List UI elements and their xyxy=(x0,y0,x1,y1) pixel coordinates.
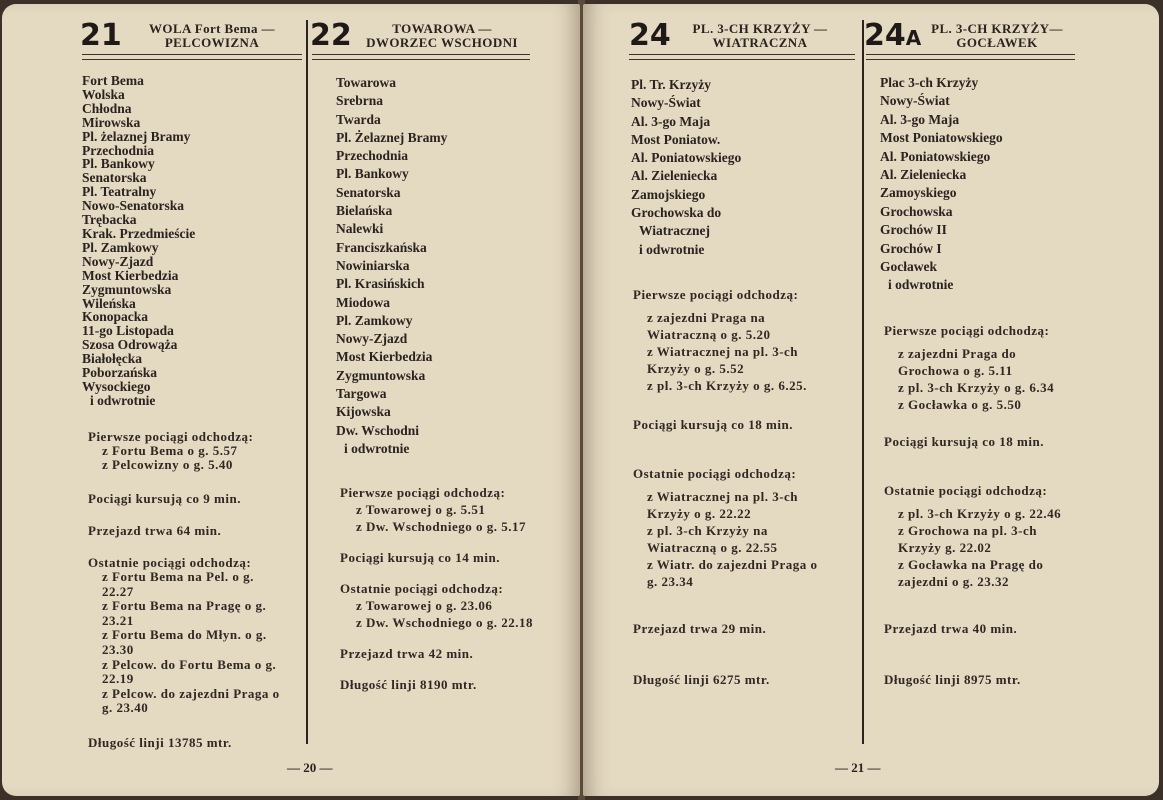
line-24-header xyxy=(583,18,861,60)
stop-item: Nowy-Świat xyxy=(631,95,701,111)
first-train: z Pelcowizny o g. 5.40 xyxy=(102,457,233,472)
stop-item: Wysockiego xyxy=(82,378,151,394)
last-train: z Fortu Bema na Pragę o g. 23.21 xyxy=(102,598,267,628)
frequency-text: Pociągi kursują co 18 min. xyxy=(884,434,1044,449)
stop-item: Szosa Odrowąża xyxy=(82,337,178,353)
header-rule xyxy=(82,59,302,60)
frequency-text: Pociągi kursują co 18 min. xyxy=(633,417,793,432)
last-train: z Fortu Bema na Pel. o g. 22.27 xyxy=(102,569,254,599)
stop-item: Grochowska xyxy=(880,203,953,219)
page-number: — 20 — xyxy=(287,760,333,775)
first-trains-heading: Pierwsze pociągi odchodzą: xyxy=(633,287,799,302)
stop-item: Chłodna xyxy=(82,100,132,116)
stop-item: Grochów I xyxy=(880,240,942,256)
line-24a-column xyxy=(864,4,1159,796)
line-title xyxy=(350,22,534,50)
stop-item: Nowiniarska xyxy=(336,257,410,273)
line-21-info xyxy=(88,430,294,750)
return-note: i odwrotnie xyxy=(90,392,156,408)
title-line-2: GOCŁAWEK xyxy=(956,35,1038,50)
last-train: z Wiatracznej na pl. 3-ch Krzyży o g. 22.22 xyxy=(647,489,799,521)
stop-item: Poborzańska xyxy=(82,365,158,381)
stop-item: Pl. Bankowy xyxy=(82,156,155,172)
line-length: Długość linji 13785 mtr. xyxy=(88,734,232,750)
title-line-1: TOWAROWA — xyxy=(392,21,492,36)
last-train: z Gocławka na Pragę do zajezdni o g. 23.32 xyxy=(898,557,1044,589)
first-train: z Dw. Wschodniego o g. 5.17 xyxy=(356,519,526,534)
stop-item: Zygmuntowska xyxy=(82,281,172,297)
first-trains-heading: Pierwsze pociągi odchodzą: xyxy=(884,323,1050,338)
stop-item: Białołęcka xyxy=(82,351,142,367)
last-train: z Dw. Wschodniego o g. 22.18 xyxy=(356,615,533,630)
line-number-suffix: A xyxy=(905,26,922,50)
stop-item: Al. Zieleniecka xyxy=(631,168,718,184)
first-train: z Wiatracznej na pl. 3-ch Krzyży o g. 5.52 xyxy=(647,344,799,376)
last-trains-heading: Ostatnie pociągi odchodzą: xyxy=(633,466,797,481)
header-rule xyxy=(866,59,1075,60)
line-24-column xyxy=(583,4,861,796)
frequency-text: Pociągi kursują co 9 min. xyxy=(88,491,241,506)
line-number: 22 xyxy=(310,18,352,53)
line-21-header xyxy=(2,18,306,60)
last-train: z Pelcow. do zajezdni Praga o g. 23.40 xyxy=(102,685,280,716)
return-note: i odwrotnie xyxy=(888,277,954,293)
title-line-2: PELCOWIZNA xyxy=(164,35,260,50)
stop-item: Pl. Zamkowy xyxy=(82,239,159,255)
stop-item: Konopacka xyxy=(82,309,149,325)
title-line-1: PL. 3-CH KRZYŻY — xyxy=(692,21,828,36)
line-21-column xyxy=(2,4,306,796)
duration-text: Przejazd trwa 42 min. xyxy=(340,646,474,661)
stop-item: Pl. Zamkowy xyxy=(336,312,413,328)
line-22-info xyxy=(340,484,536,693)
first-train: z Fortu Bema o g. 5.57 xyxy=(102,443,238,458)
stop-item: Most Kierbedzia xyxy=(82,267,179,283)
last-trains-heading: Ostatnie pociągi odchodzą: xyxy=(340,581,504,596)
line-22-header xyxy=(308,18,580,60)
line-22-column xyxy=(308,4,580,796)
stop-item: Pl. Bankowy xyxy=(336,166,409,182)
stop-item: Krak. Przedmieście xyxy=(82,225,196,241)
first-trains-heading: Pierwsze pociągi odchodzą: xyxy=(340,485,506,500)
stop-item: Kijowska xyxy=(336,404,391,420)
stop-item: Plac 3-ch Krzyży xyxy=(880,75,979,90)
duration-text: Przejazd trwa 29 min. xyxy=(633,621,767,636)
stop-item: Trębacka xyxy=(82,212,137,228)
stop-list xyxy=(631,76,741,259)
stop-item: Towarowa xyxy=(336,75,397,90)
title-line-1: WOLA Fort Bema — xyxy=(149,21,275,36)
stop-item: Dw. Wschodni xyxy=(336,422,420,438)
stop-item: Most Kierbedzia xyxy=(336,349,433,365)
header-rule xyxy=(629,59,855,60)
left-page xyxy=(2,4,580,796)
return-note: i odwrotnie xyxy=(344,440,410,456)
first-train: z zajezdni Praga na Wiatraczną o g. 5.20 xyxy=(647,310,771,342)
page-number: — 21 — xyxy=(835,760,881,775)
stop-item: Most Poniatowskiego xyxy=(880,130,1003,146)
last-trains-heading: Ostatnie pociągi odchodzą: xyxy=(88,555,252,570)
first-train: z pl. 3-ch Krzyży o g. 6.34 xyxy=(898,380,1055,395)
last-train: z pl. 3-ch Krzyży na Wiatraczną o g. 22.55 xyxy=(647,523,778,555)
header-rule xyxy=(312,59,530,60)
line-length: Długość linji 8190 mtr. xyxy=(340,677,477,692)
first-train: z Towarowej o g. 5.51 xyxy=(356,502,486,517)
stop-item: Gocławek xyxy=(880,259,937,275)
last-train: z Wiatr. do zajezdni Praga o g. 23.34 xyxy=(647,557,818,589)
line-24a-header xyxy=(864,18,1159,60)
stop-item: Targowa xyxy=(336,386,387,402)
last-trains-heading: Ostatnie pociągi odchodzą: xyxy=(884,483,1048,498)
stop-item: Al. 3-go Maja xyxy=(880,111,960,127)
stop-item: Franciszkańska xyxy=(336,239,427,255)
line-length: Długość linji 6275 mtr. xyxy=(633,672,770,687)
stop-list xyxy=(336,74,447,458)
stop-item: Pl. żelaznej Bramy xyxy=(82,128,191,144)
stop-item: Pl. Krasińskich xyxy=(336,276,425,292)
right-page xyxy=(583,4,1159,796)
stop-item: Al. 3-go Maja xyxy=(631,113,711,129)
stop-item: Al. Poniatowskiego xyxy=(631,150,742,166)
first-train: z Gocławka o g. 5.50 xyxy=(898,397,1022,412)
frequency-text: Pociągi kursują co 14 min. xyxy=(340,550,500,565)
line-title xyxy=(922,22,1072,50)
first-trains-heading: Pierwsze pociągi odchodzą: xyxy=(88,429,254,444)
stop-item: Fort Bema xyxy=(82,73,144,88)
last-train: z Fortu Bema do Młyn. o g. 23.30 xyxy=(102,627,267,657)
line-number-digits: 24 xyxy=(864,18,906,53)
header-rule xyxy=(866,54,1075,55)
line-number: 24 xyxy=(629,18,671,53)
stop-item: Przechodnia xyxy=(336,148,408,164)
last-train: z Towarowej o g. 23.06 xyxy=(356,598,493,613)
stop-item: Al. Zieleniecka xyxy=(880,167,967,183)
stop-item: 11-go Listopada xyxy=(82,323,174,339)
stop-item: Srebrna xyxy=(336,93,384,109)
stop-item: Senatorska xyxy=(336,184,401,200)
stop-item: Nowy-Zjazd xyxy=(82,253,154,269)
stop-item: Pl. Teatralny xyxy=(82,184,157,200)
stop-item: Mirowska xyxy=(82,114,141,130)
line-title xyxy=(675,22,845,50)
stop-item: Wiatracznej xyxy=(639,223,710,239)
stop-item: Grochów II xyxy=(880,222,947,238)
stop-item: Most Poniatow. xyxy=(631,131,721,147)
stop-item: Nalewki xyxy=(336,221,384,237)
line-number: 21 xyxy=(80,18,122,53)
last-train: z pl. 3-ch Krzyży o g. 22.46 xyxy=(898,506,1062,521)
stop-item: Wolska xyxy=(82,86,125,102)
stop-item: Pl. Żelaznej Bramy xyxy=(336,129,448,145)
stop-item: Zamoyskiego xyxy=(880,185,957,201)
stop-list xyxy=(880,74,1003,295)
line-length: Długość linji 8975 mtr. xyxy=(884,672,1021,687)
line-24-info xyxy=(633,286,833,688)
duration-text: Przejazd trwa 40 min. xyxy=(884,621,1018,636)
stop-item: Nowo-Senatorska xyxy=(82,198,185,214)
stop-item: Pl. Tr. Krzyży xyxy=(631,77,711,92)
first-train: z zajezdni Praga do Grochowa o g. 5.11 xyxy=(898,346,1017,378)
title-line-2: DWORZEC WSCHODNI xyxy=(366,35,518,50)
stop-item: Bielańska xyxy=(336,203,393,219)
line-title xyxy=(120,22,304,50)
line-24a-info xyxy=(884,322,1080,688)
duration-text: Przejazd trwa 64 min. xyxy=(88,523,222,538)
header-rule xyxy=(629,54,855,55)
stop-list xyxy=(82,74,195,408)
title-line-1: PL. 3-CH KRZYŻY— xyxy=(931,21,1063,36)
last-train: z Grochowa na pl. 3-ch Krzyży g. 22.02 xyxy=(898,523,1037,555)
header-rule xyxy=(312,54,530,55)
stop-item: Nowy-Zjazd xyxy=(336,331,408,347)
header-rule xyxy=(82,54,302,55)
stop-item: Grochowska do xyxy=(631,205,722,221)
stop-item: Senatorska xyxy=(82,170,147,186)
title-line-2: WIATRACZNA xyxy=(712,35,808,50)
line-number xyxy=(864,20,921,54)
stop-item: Nowy-Świat xyxy=(880,93,950,109)
last-train: z Pelcow. do Fortu Bema o g. 22.19 xyxy=(102,656,277,687)
stop-item: Miodowa xyxy=(336,294,390,310)
return-note: i odwrotnie xyxy=(639,241,705,257)
stop-item: Zygmuntowska xyxy=(336,367,426,383)
stop-item: Zamojskiego xyxy=(631,186,706,202)
stop-item: Przechodnia xyxy=(82,142,154,158)
stop-item: Twarda xyxy=(336,111,381,127)
first-train: z pl. 3-ch Krzyży o g. 6.25. xyxy=(647,378,807,393)
stop-item: Wileńska xyxy=(82,295,136,311)
stop-item: Al. Poniatowskiego xyxy=(880,148,991,164)
